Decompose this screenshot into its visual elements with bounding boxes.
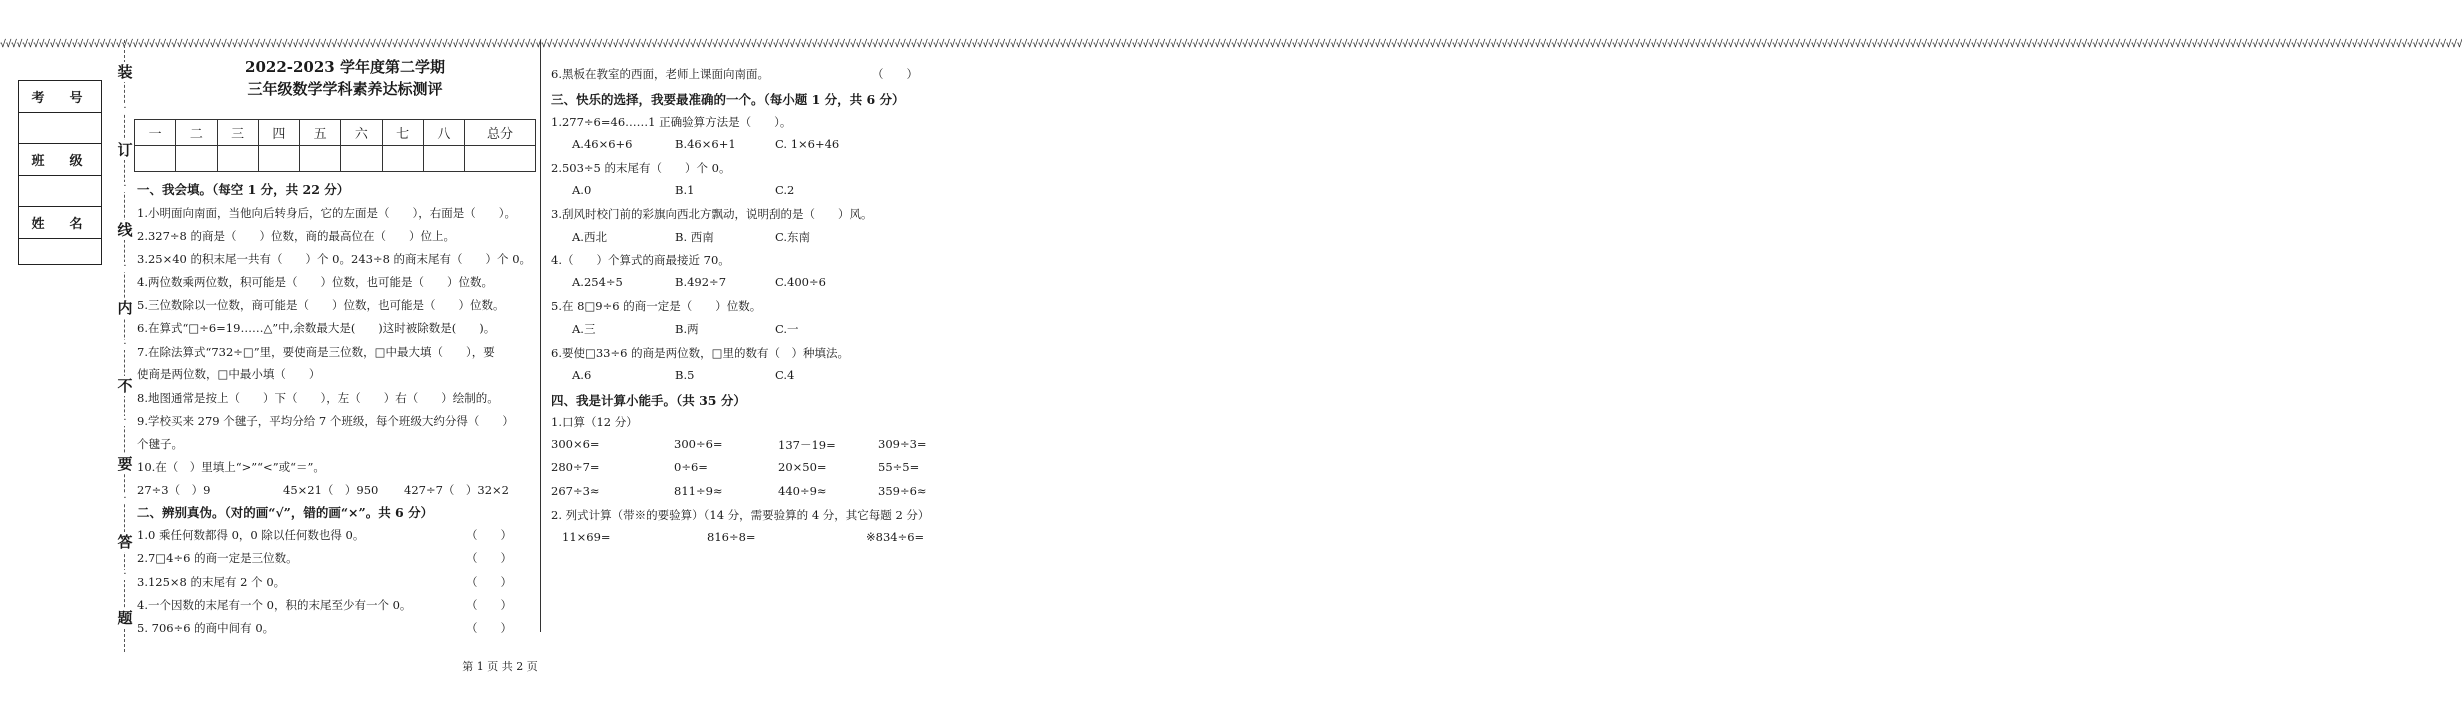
choice-option-b[interactable]: B.两 <box>675 322 699 336</box>
seal-char: 题 <box>114 608 136 628</box>
score-header: 四 <box>258 120 299 146</box>
section-3-title: 三、快乐的选择，我要最准确的一个。（每小题 1 分，共 6 分） <box>551 92 905 107</box>
judge-question-3: 3.125×8 的末尾有 2 个 0。 <box>137 575 286 589</box>
fill-question-8: 8.地图通常是按上（ ）下（ ），左（ ）右（ ）绘制的。 <box>137 391 499 405</box>
judge-answer-paren[interactable]: （ ） <box>466 598 512 612</box>
choice-option-b[interactable]: B.1 <box>675 183 695 197</box>
seal-line-text <box>114 58 136 648</box>
oral-calc-title: 1.口算（12 分） <box>551 415 638 429</box>
seal-char: 要 <box>114 454 136 474</box>
seal-dot: · <box>114 570 136 580</box>
seal-dot: · <box>114 262 136 272</box>
choice-option-a[interactable]: A.6 <box>572 368 592 382</box>
section-2-title: 二、辨别真伪。（对的画“√”，错的画“×”。共 6 分） <box>137 505 434 520</box>
choice-option-b[interactable]: B.5 <box>675 368 695 382</box>
page-footer: 第 1 页 共 2 页 <box>462 660 538 673</box>
oral-calc-item: 137－19= <box>778 438 836 452</box>
score-cell[interactable] <box>423 146 464 172</box>
fill-question-9-line2: 个毽子。 <box>137 437 183 451</box>
oral-calc-item: 55÷5= <box>878 460 920 474</box>
name-field[interactable] <box>19 239 101 270</box>
fill-question-10: 10.在（ ）里填上“>”“<”或“＝”。 <box>137 460 325 474</box>
oral-calc-item: 300÷6= <box>674 437 723 451</box>
score-cell[interactable] <box>217 146 258 172</box>
choice-option-c[interactable]: C. 1×6+46 <box>775 137 840 151</box>
oral-calc-item: 359÷6≈ <box>878 484 927 498</box>
judge-answer-paren[interactable]: （ ） <box>466 575 512 589</box>
score-table-blank-row <box>135 146 536 172</box>
score-cell[interactable] <box>341 146 382 172</box>
name-label: 姓 名 <box>19 207 101 239</box>
choice-option-a[interactable]: A.46×6+6 <box>572 137 633 151</box>
exam-number-label: 考 号 <box>19 81 101 113</box>
compare-item: 427÷7（ ）32×2 <box>404 483 509 497</box>
seal-char: 内 <box>114 298 136 318</box>
choice-question-6: 6.要使□33÷6 的商是两位数，□里的数有（ ）种填法。 <box>551 346 849 360</box>
fill-question-2: 2.327÷8 的商是（ ）位数，商的最高位在（ ）位上。 <box>137 229 456 243</box>
choice-option-c[interactable]: C.东南 <box>775 230 811 244</box>
judge-question-1: 1.0 乘任何数都得 0，0 除以任何数也得 0。 <box>137 528 365 542</box>
fill-question-7-line1: 7.在除法算式“732÷□”里，要使商是三位数，□中最大填（ ），要 <box>137 345 495 359</box>
judge-question-5: 5. 706÷6 的商中间有 0。 <box>137 621 275 635</box>
score-cell-total[interactable] <box>465 146 536 172</box>
fill-question-4: 4.两位数乘两位数，积可能是（ ）位数，也可能是（ ）位数。 <box>137 275 493 289</box>
seal-char: 订 <box>114 140 136 160</box>
score-header: 三 <box>217 120 258 146</box>
choice-option-a[interactable]: A.西北 <box>572 230 607 244</box>
score-header-total: 总分 <box>465 120 536 146</box>
judge-question-2: 2.7□4÷6 的商一定是三位数。 <box>137 551 298 565</box>
score-cell[interactable] <box>382 146 423 172</box>
student-info-box <box>18 80 102 265</box>
choice-question-3: 3.刮风时校门前的彩旗向西北方飘动，说明刮的是（ ）风。 <box>551 207 873 221</box>
choice-option-b[interactable]: B.492÷7 <box>675 275 727 289</box>
seal-char: 线 <box>114 220 136 240</box>
compare-item: 45×21（ ）950 <box>283 483 379 497</box>
score-header: 七 <box>382 120 423 146</box>
compare-item: 27÷3（ ）9 <box>137 483 211 497</box>
choice-option-c[interactable]: C.2 <box>775 183 795 197</box>
oral-calc-item: 440÷9≈ <box>778 484 827 498</box>
judge-question-6: 6.黑板在教室的西面，老师上课面向南面。 <box>551 67 769 81</box>
exam-term-title: 2022-2023 学年度第二学期 <box>245 58 445 76</box>
seal-char: 装 <box>114 62 136 82</box>
score-cell[interactable] <box>300 146 341 172</box>
seal-dot: · <box>114 416 136 426</box>
section-1-title: 一、我会填。（每空 1 分，共 22 分） <box>137 182 350 197</box>
column-divider <box>540 40 541 632</box>
fill-question-5: 5.三位数除以一位数，商可能是（ ）位数，也可能是（ ）位数。 <box>137 298 505 312</box>
seal-dot: · <box>114 494 136 504</box>
oral-calc-item: 309÷3= <box>878 437 927 451</box>
score-header: 一 <box>135 120 176 146</box>
choice-option-b[interactable]: B. 西南 <box>675 230 714 244</box>
exam-number-field[interactable] <box>19 113 101 145</box>
oral-calc-item: 811÷9≈ <box>674 484 723 498</box>
oral-calc-item: 267÷3≈ <box>551 484 600 498</box>
choice-option-a[interactable]: A.254÷5 <box>572 275 623 289</box>
score-cell[interactable] <box>176 146 217 172</box>
seal-dot: · <box>114 340 136 350</box>
written-calc-item: 11×69= <box>562 530 611 544</box>
score-table <box>134 119 536 172</box>
exam-title: 三年级数学学科素养达标测评 <box>247 80 443 98</box>
seal-char: 答 <box>114 532 136 552</box>
fill-question-7-line2: 使商是两位数，□中最小填（ ） <box>137 367 321 381</box>
section-4-title: 四、我是计算小能手。（共 35 分） <box>551 393 746 408</box>
seal-dot: · <box>114 182 136 192</box>
written-calc-item: ※834÷6= <box>866 530 925 544</box>
written-calc-item: 816÷8= <box>707 530 756 544</box>
fill-question-9-line1: 9.学校买来 279 个毽子，平均分给 7 个班级，每个班级大约分得（ ） <box>137 414 514 428</box>
choice-question-2: 2.503÷5 的末尾有（ ）个 0。 <box>551 161 731 175</box>
written-calc-title: 2. 列式计算（带※的要验算）（14 分，需要验算的 4 分，其它每题 2 分） <box>551 508 930 522</box>
fill-question-3: 3.25×40 的积末尾一共有（ ）个 0。243÷8 的商末尾有（ ）个 0。 <box>137 252 532 266</box>
choice-question-1: 1.277÷6=46……1 正确验算方法是（ ）。 <box>551 115 792 129</box>
judge-answer-paren[interactable]: （ ） <box>466 528 512 542</box>
seal-dot: · <box>114 104 136 114</box>
oral-calc-item: 280÷7= <box>551 460 600 474</box>
judge-answer-paren[interactable]: （ ） <box>466 621 512 635</box>
score-header: 五 <box>300 120 341 146</box>
choice-option-c[interactable]: C.4 <box>775 368 795 382</box>
choice-option-c[interactable]: C.400÷6 <box>775 275 826 289</box>
score-header: 六 <box>341 120 382 146</box>
score-header: 二 <box>176 120 217 146</box>
score-table-header-row <box>135 120 536 146</box>
choice-option-a[interactable]: A.0 <box>572 183 592 197</box>
score-cell[interactable] <box>135 146 176 172</box>
choice-option-a[interactable]: A.三 <box>572 322 596 336</box>
choice-option-b[interactable]: B.46×6+1 <box>675 137 736 151</box>
fill-question-1: 1.小明面向南面，当他向后转身后，它的左面是（ ），右面是（ ）。 <box>137 206 516 220</box>
oral-calc-item: 300×6= <box>551 437 600 451</box>
tick-mark-pattern: √√√√√√√√√√√√√√√√√√√√√√√√√√√√√√√√√√√√√√√√√√√√√√√√√√√√√√√√√√√√√√√√√√√√√√√√√√√√√√√√√√√√√√√√√√√√√√√√√√√√√√√√√√√√√√√√√√√√√√√√√√√√√√√√√√√√√√√√√√√√√√√√√√√√√√√√√√√√√√√√√√√√√√√√√√√√√√√√√√√√√√√√√√√√√√√√√√√√√√√√√√√√√√√√√√√√√√√√√√√√√√√√√√√√√√√√√√√√√√√√√√√√√√√√√√√√√√√√√√√√√√√√√√√√√√√√√√√√√√√√√√√√√√√√√√√√√√√√√√√√√√√√√√√√√√√√√√√√√√√√√√√√√√√√√√√√√√√√√√√√√√√√√√√√√√√√√√√√√√√√√√√√√√√√√√√√√√√√√√√√√√√√√√√√√√√√√√√√√√√√√√√√√√√√√√√√√√√√√√√√√√√√√√√√√√√√√√√√√√√√√√√√√√ <box>0 39 2462 50</box>
choice-option-c[interactable]: C.一 <box>775 322 799 336</box>
seal-char: 不 <box>114 376 136 396</box>
class-field[interactable] <box>19 176 101 208</box>
judge-question-4: 4.一个因数的末尾有一个 0，积的末尾至少有一个 0。 <box>137 598 412 612</box>
judge-answer-paren[interactable]: （ ） <box>466 551 512 565</box>
choice-question-5: 5.在 8□9÷6 的商一定是（ ）位数。 <box>551 299 762 313</box>
choice-question-4: 4.（ ）个算式的商最接近 70。 <box>551 253 730 267</box>
fill-question-6: 6.在算式“□÷6=19……△”中,余数最大是( )这时被除数是( )。 <box>137 321 496 335</box>
score-cell[interactable] <box>258 146 299 172</box>
oral-calc-item: 20×50= <box>778 460 827 474</box>
judge-answer-paren[interactable]: （ ） <box>872 67 918 81</box>
oral-calc-item: 0÷6= <box>674 460 708 474</box>
class-label: 班 级 <box>19 144 101 176</box>
score-header: 八 <box>423 120 464 146</box>
